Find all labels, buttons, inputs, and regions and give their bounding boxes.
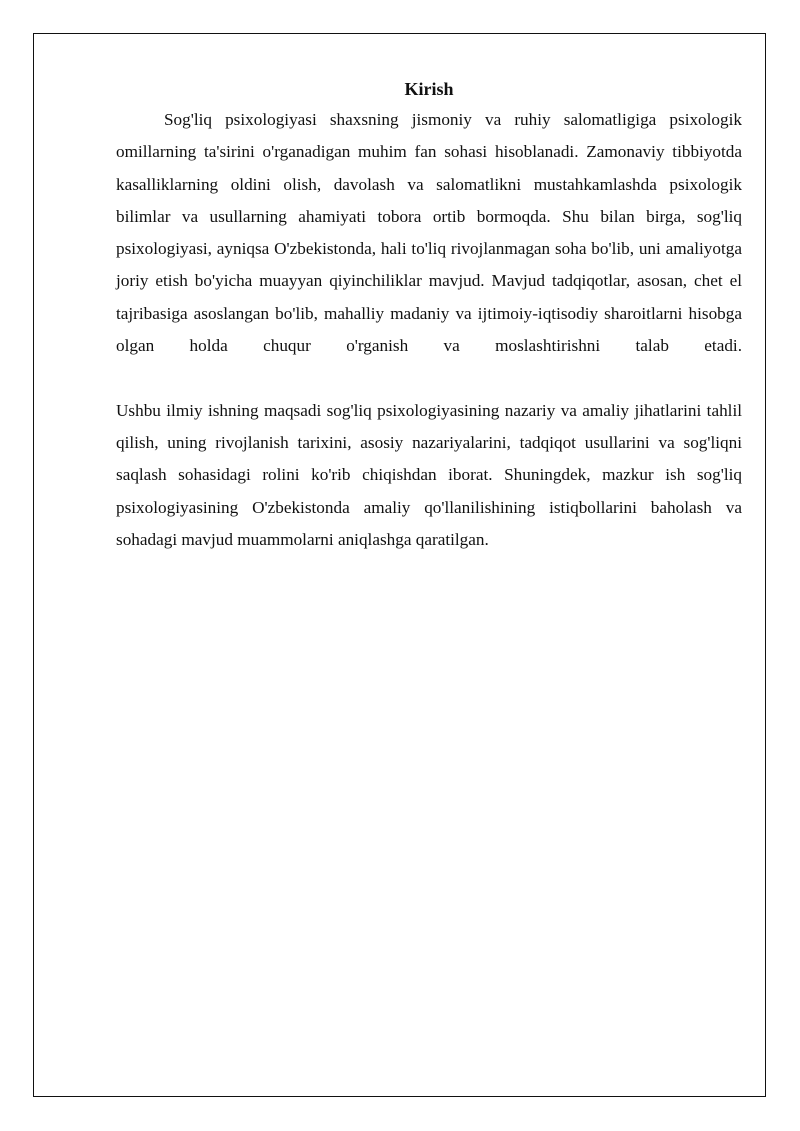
document-title: Kirish	[404, 79, 454, 99]
paragraph-goal: Ushbu ilmiy ishning maqsadi sog'liq psixologiyasining nazariy va amaliy jihatlarini tahlil qilish, uning rivojlanish tarixini, asosiy nazariyalarini, tadqiqot usullarini va sog'liqni saqlash sohasidagi rolini ko'rib chiqishdan iborat. Shuningdek, mazkur ish sog'liq psixologiyasining O'zbekistonda amaliy qo'llanilishining istiqbollarini baholash va sohadagi mavjud muammolarni aniqlashga qaratilgan.	[116, 400, 742, 549]
paragraph-spacer	[116, 362, 742, 394]
document-body	[116, 74, 742, 556]
paragraph-introduction: Sog'liq psixologiyasi shaxsning jismoniy va ruhiy salomatligiga psixologik omillarning ta'sirini o'rganadigan muhim fan sohasi hisoblanadi. Zamonaviy tibbiyotda kasalliklarning oldini olish, davolash va salomatlikni mustahkamlashda psixologik bilimlar va usullarning ahamiyati tobora ortib bormoqda. Shu bilan birga, sog'liq psixologiyasi, ayniqsa O'zbekistonda, hali to'liq rivojlanmagan soha bo'lib, uni amaliyotga joriy etish bo'yicha muayyan qiyinchiliklar mavjud. Mavjud tadqiqotlar, asosan, chet el tajribasiga asoslangan bo'lib, mahalliy madaniy va ijtimoiy-iqtisodiy sharoitlarni hisobga olgan holda chuqur o'rganish va moslashtirishni talab etadi.	[116, 110, 742, 356]
